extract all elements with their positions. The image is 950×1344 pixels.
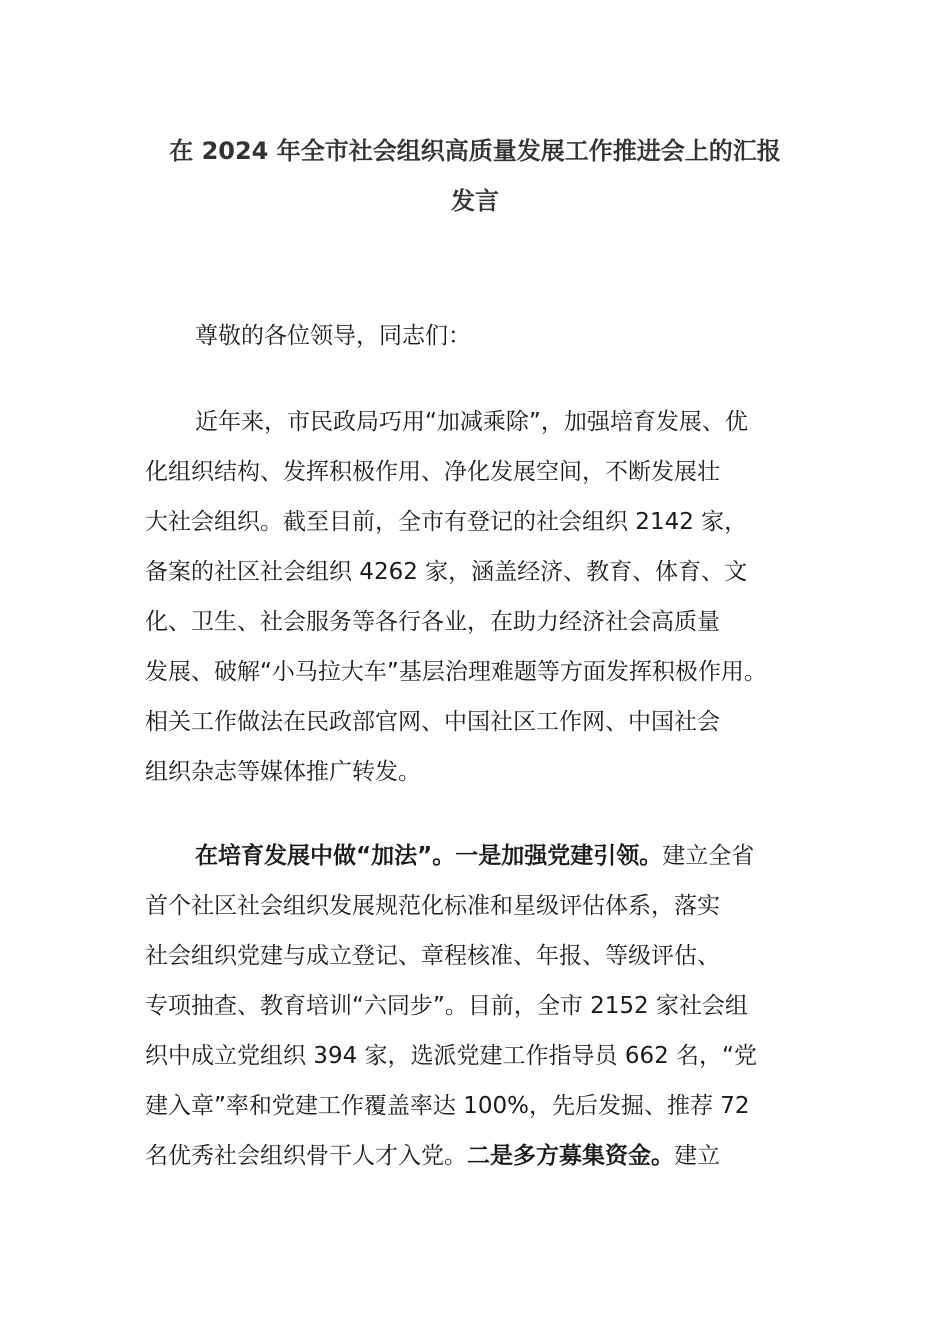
paragraph-line: 首个社区社会组织发展规范化标准和星级评估体系，落实 — [145, 893, 720, 919]
paragraph-text: 名优秀社会组织骨干人才入党。 — [145, 1143, 467, 1169]
paragraph-line — [145, 1131, 825, 1181]
section-heading: 二是多方募集资金。 — [467, 1143, 674, 1169]
paragraph-line: 近年来，市民政局巧用“加减乘除”，加强培育发展、优 — [195, 409, 748, 435]
title-line-2: 发言 — [451, 187, 499, 215]
paragraph-intro — [145, 397, 825, 797]
paragraph-text: 建立全省 — [662, 843, 755, 869]
paragraph-line: 大社会组织。截至目前，全市有登记的社会组织 2142 家， — [145, 509, 748, 535]
paragraph-line: 相关工作做法在民政部官网、中国社区工作网、中国社会 — [145, 709, 720, 735]
paragraph-line: 备案的社区社会组织 4262 家，涵盖经济、教育、体育、文 — [145, 559, 748, 585]
paragraph-line: 专项抽查、教育培训“六同步”。目前，全市 2152 家社会组 — [145, 993, 748, 1019]
document-title — [120, 126, 830, 226]
paragraph-line: 建入章”率和党建工作覆盖率达 100%，先后发掘、推荐 72 — [145, 1093, 750, 1119]
paragraph-line — [145, 831, 825, 881]
section-heading: 在培育发展中做“加法”。一是加强党建引领。 — [195, 843, 663, 869]
paragraph-line: 织中成立党组织 394 家，选派党建工作指导员 662 名，“党 — [145, 1043, 757, 1069]
paragraph-line: 化组织结构、发挥积极作用、净化发展空间，不断发展壮 — [145, 459, 720, 485]
title-line-1: 在 2024 年全市社会组织高质量发展工作推进会上的汇报 — [169, 137, 781, 165]
paragraph-text: 建立 — [674, 1143, 720, 1169]
salutation-block — [145, 311, 825, 361]
salutation: 尊敬的各位领导，同志们： — [195, 323, 471, 349]
paragraph-line: 组织杂志等媒体推广转发。 — [145, 759, 421, 785]
paragraph-line: 发展、破解“小马拉大车”基层治理难题等方面发挥积极作用。 — [145, 659, 767, 685]
paragraph-line: 化、卫生、社会服务等各行各业，在助力经济社会高质量 — [145, 609, 720, 635]
paragraph-addition — [145, 831, 825, 1181]
paragraph-line: 社会组织党建与成立登记、章程核准、年报、等级评估、 — [145, 943, 720, 969]
